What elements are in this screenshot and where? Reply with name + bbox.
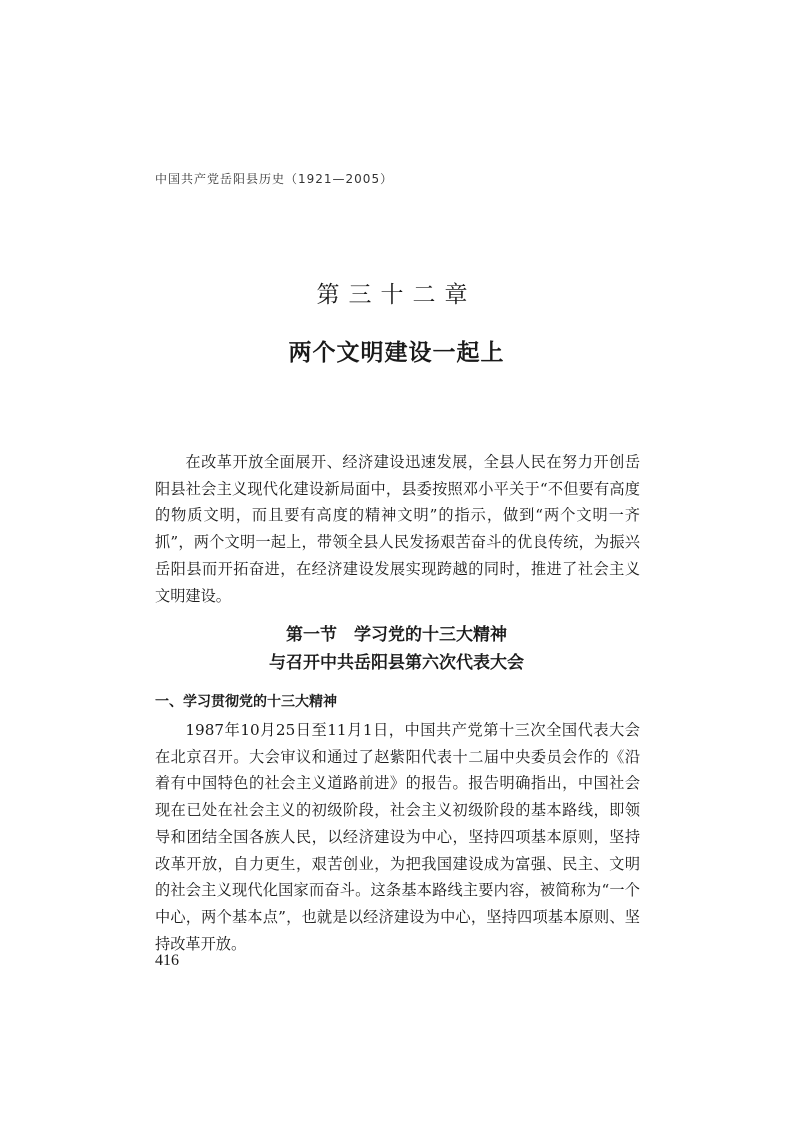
section-title: [0, 621, 793, 677]
chapter-title: 两个文明建设一起上: [288, 339, 505, 366]
section-title-line-2: 与召开中共岳阳县第六次代表大会: [269, 653, 524, 673]
body-paragraph: 1987年10月25日至11月1日，中国共产党第十三次全国代表大会在北京召开。大会审议和通过了赵紫阳代表十二届中央委员会作的《沿着有中国特色的社会主义道路前进》的报告。报告明确指出，中国社会现在已处在社会主义的初级阶段，社会主义初级阶段的基本路线，即领导和团结全国各族人民，以经济建设为中心，坚持四项基本原则，坚持改革开放，自力更生，艰苦创业，为把我国建设成为富强、民主、文明的社会主义现代化国家而奋斗。这条基本路线主要内容，被简称为“一个中心，两个基本点”，也就是以经济建设为中心，坚持四项基本原则、坚持改革开放。: [155, 721, 640, 953]
intro-paragraph: 在改革开放全面展开、经济建设迅速发展，全县人民在努力开创岳阳县社会主义现代化建设新局面中，县委按照邓小平关于“不但要有高度的物质文明，而且要有高度的精神文明”的指示，做到“两个文明一齐抓”，两个文明一起上，带领全县人民发扬艰苦奋斗的优良传统，为振兴岳阳县而开拓奋进，在经济建设发展实现跨越的同时，推进了社会主义文明建设。: [155, 453, 640, 605]
page-number: 416: [155, 952, 179, 969]
chapter-number: 第三十二章: [316, 282, 477, 308]
section-title-line-1: 第一节 学习党的十三大精神: [286, 625, 507, 645]
subsection-title: 一、学习贯彻党的十三大精神: [155, 694, 337, 710]
running-header: 中国共产党岳阳县历史（1921—2005）: [155, 172, 394, 186]
